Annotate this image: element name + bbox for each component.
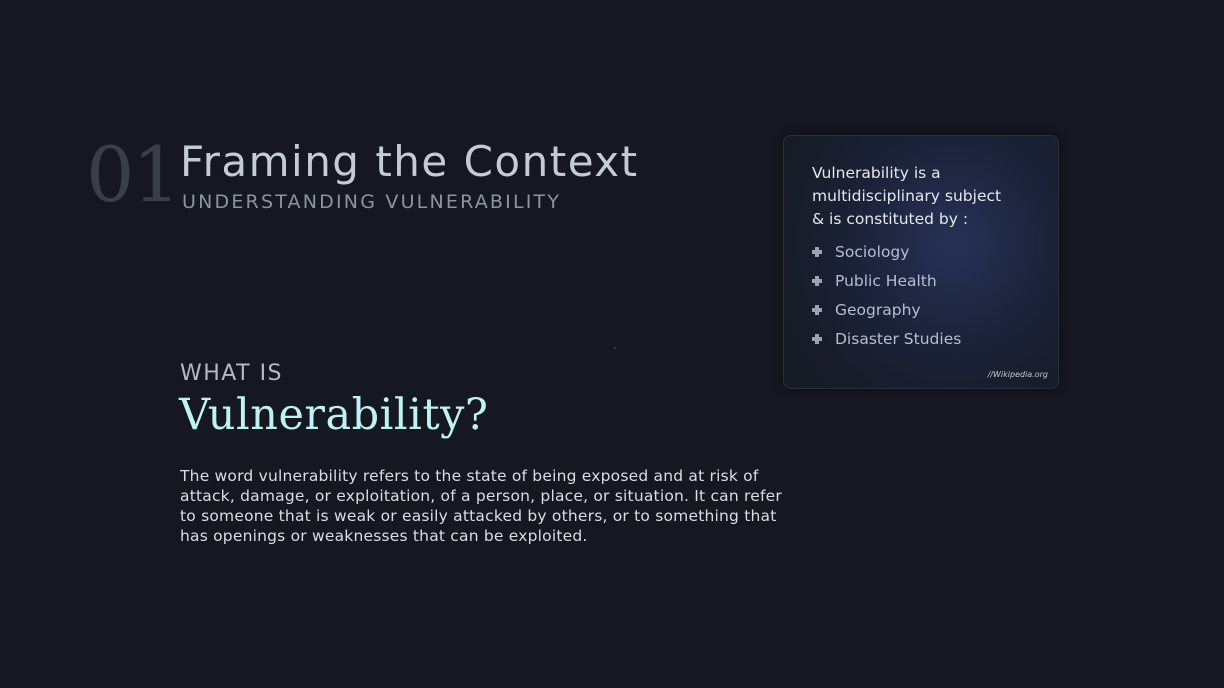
- card-intro-text: Vulnerability is a multidisciplinary subject & is constituted by :: [812, 164, 1002, 228]
- list-item: [812, 329, 961, 358]
- list-item-label: Geography: [835, 301, 921, 319]
- list-item-label: Public Health: [835, 272, 937, 290]
- decorative-dot: [614, 347, 616, 349]
- list-item: [812, 271, 961, 300]
- source-citation: //Wikipedia.org: [987, 370, 1048, 379]
- list-item: [812, 242, 961, 271]
- plus-cross-icon: [812, 276, 822, 286]
- discipline-list: [812, 242, 961, 358]
- info-card: [783, 135, 1059, 389]
- section-subtitle: UNDERSTANDING VULNERABILITY: [182, 191, 562, 213]
- headline: Vulnerability?: [179, 390, 489, 440]
- section-number: 01: [86, 130, 179, 219]
- plus-cross-icon: [812, 305, 822, 315]
- definition-paragraph: The word vulnerability refers to the state of being exposed and at risk of attack, damage, or exploitation, of a person, place, or situation. It can refer to someone that is weak or easily attacked by others, or to something that has openings or weaknesses that can be exploited.: [180, 467, 782, 545]
- list-item: [812, 300, 961, 329]
- plus-cross-icon: [812, 334, 822, 344]
- list-item-label: Sociology: [835, 243, 910, 261]
- plus-cross-icon: [812, 247, 822, 257]
- section-title: Framing the Context: [180, 137, 639, 186]
- list-item-label: Disaster Studies: [835, 330, 962, 348]
- eyebrow-heading: WHAT IS: [180, 361, 284, 386]
